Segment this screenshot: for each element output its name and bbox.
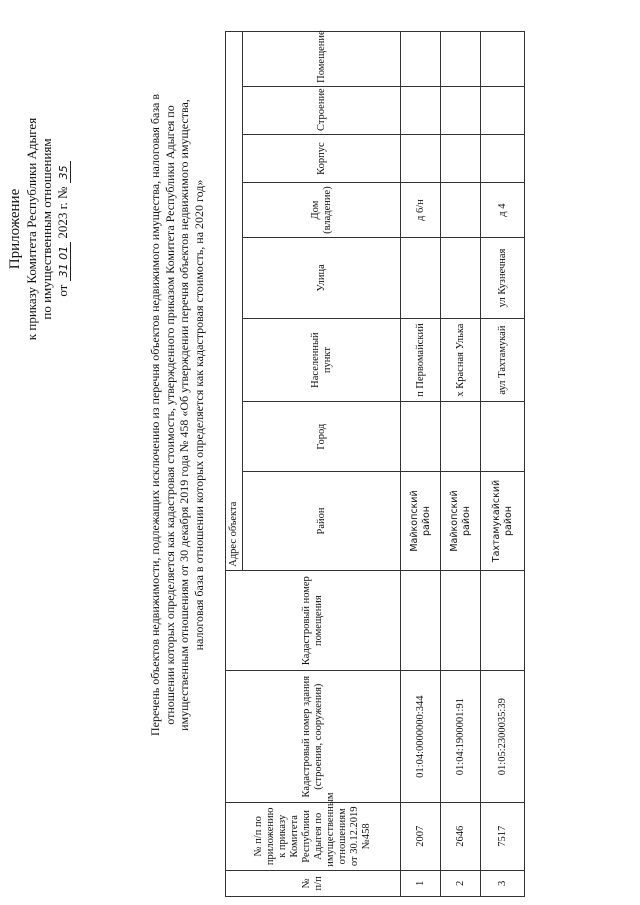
document-heading: Перечень объектов недвижимости, подлежащих исключению из перечня объектов недвижимого имущества, налоговая база в отношении которых определяется как кадастровая стоимость, утвержденного приказом Комитета Республики Адыгея по имущественным отношениям от 30 декабря 2019 года № 458 «Об утверждении перечня объектов недвижимого имущества, налоговая база в отношении которых определяется как кадастровая стоимость, на 2020 год» [148, 93, 206, 737]
cell-annex-num: 7517 [481, 802, 525, 870]
handwritten-number: 35 [57, 161, 71, 183]
header-city: Город [243, 402, 401, 472]
header-room-cadastral: Кадастровый номер помещения [226, 570, 401, 671]
cell-city [401, 402, 441, 472]
handwritten-date: 31 01 [57, 242, 71, 282]
cell-num: 2 [441, 870, 481, 896]
cell-num: 1 [401, 870, 441, 896]
table-row [441, 32, 481, 897]
date-year: 2023 г. № [54, 186, 70, 239]
cell-room-cadastral [441, 570, 481, 671]
cell-annex-num: 2007 [401, 802, 441, 870]
cell-korpus [401, 135, 441, 183]
cell-building-cadastral: 01:04:1900001:91 [441, 671, 481, 802]
header-house: Дом (владение) [243, 183, 401, 238]
cell-room-cadastral [401, 570, 441, 671]
annex-date-line [55, 64, 72, 394]
cell-stroenie [401, 86, 441, 134]
annex-title: Приложение [7, 188, 23, 270]
annex-block [8, 64, 71, 394]
cell-house: д 6/н [401, 183, 441, 238]
header-street: Улица [243, 237, 401, 318]
cell-building-cadastral: 01:05:2300035:39 [481, 671, 525, 802]
cell-district: Майкопский район [401, 472, 441, 571]
cell-district: Майкопский район [441, 472, 481, 571]
cell-street: ул Кузнечная [481, 237, 525, 318]
header-row-1 [226, 32, 243, 897]
header-num: № п/п [226, 870, 401, 896]
header-district: Район [243, 472, 401, 571]
cell-stroenie [441, 86, 481, 134]
header-locality: Населенный пункт [243, 318, 401, 401]
header-korpus: Корпус [243, 135, 401, 183]
date-prefix: от [54, 284, 70, 297]
objects-table [225, 31, 525, 897]
cell-building-cadastral: 01:04:0000000:344 [401, 671, 441, 802]
cell-city [481, 402, 525, 472]
header-stroenie: Строение [243, 86, 401, 134]
cell-pomeshenie [441, 32, 481, 87]
cell-street [401, 237, 441, 318]
cell-locality: п Первомайский [401, 318, 441, 401]
table-row [481, 32, 525, 897]
cell-street [441, 237, 481, 318]
annex-line-2: к приказу Комитета Республики Адыгея [23, 117, 39, 341]
header-pomeshenie: Помещение [243, 32, 401, 87]
header-annex-num: № п/п по приложению к приказу Комитета Республики Адыгея по имущественным отношениям от 30.12.2019 №458 [226, 802, 401, 870]
annex-line-3: по имущественным отношениям [39, 138, 54, 320]
cell-district: Тахтамукайский район [481, 472, 525, 571]
cell-num: 3 [481, 870, 525, 896]
table-row [401, 32, 441, 897]
header-building-cadastral: Кадастровый номер здания (строения, сооружения) [226, 671, 401, 802]
cell-house [441, 183, 481, 238]
cell-locality: аул Тахтамукай [481, 318, 525, 401]
cell-stroenie [481, 86, 525, 134]
cell-pomeshenie [401, 32, 441, 87]
cell-locality: х Красная Улька [441, 318, 481, 401]
cell-korpus [441, 135, 481, 183]
header-address: Адрес объекта [226, 32, 243, 571]
cell-house: д 4 [481, 183, 525, 238]
cell-korpus [481, 135, 525, 183]
cell-room-cadastral [481, 570, 525, 671]
cell-city [441, 402, 481, 472]
cell-annex-num: 2646 [441, 802, 481, 870]
cell-pomeshenie [481, 32, 525, 87]
